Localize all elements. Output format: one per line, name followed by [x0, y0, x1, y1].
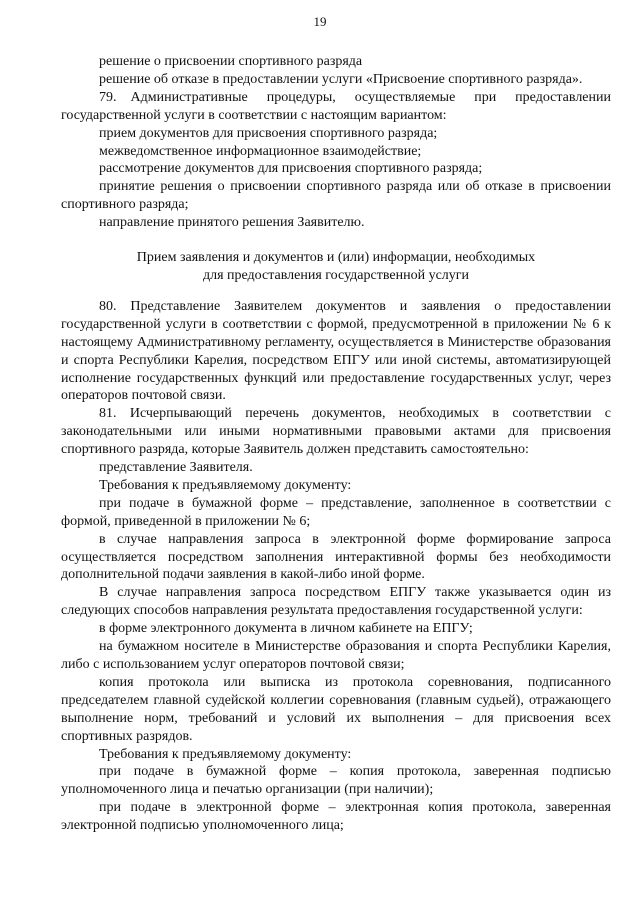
- section-heading-line: Прием заявления и документов и (или) информации, необходимых: [136, 250, 536, 266]
- paragraph: рассмотрение документов для присвоения спортивного разряда;: [99, 161, 483, 177]
- paragraph: принятие решения о присвоении спортивного разряда или об отказе в присвоении спортивного разряда;: [61, 179, 611, 213]
- paragraph: Требования к предъявляемому документу:: [99, 746, 352, 762]
- paragraph: при подаче в бумажной форме – представление, заполненное в соответствии с формой, приведенной в приложении № 6;: [61, 495, 611, 529]
- document-body: [61, 53, 611, 835]
- paragraph: 81. Исчерпывающий перечень документов, необходимых в соответствии с законодательными или иными нормативными правовыми актами для присвоения спортивного разряда, которые Заявитель должен представить самостоятельно:: [61, 406, 611, 458]
- paragraph: решение об отказе в предоставлении услуги «Присвоение спортивного разряда».: [99, 71, 583, 87]
- paragraph: 79. Административные процедуры, осуществляемые при предоставлении государственной услуги в соответствии с настоящим вариантом:: [61, 89, 611, 123]
- paragraph: межведомственное информационное взаимодействие;: [99, 143, 422, 159]
- page-number: 19: [313, 14, 327, 29]
- paragraph: при подаче в бумажной форме – копия протокола, заверенная подписью уполномоченного лица и печатью организации (при наличии);: [61, 764, 611, 798]
- paragraph: в случае направления запроса в электронной форме формирование запроса осуществляется посредством заполнения интерактивной формы без необходимости дополнительной подачи заявления в какой-либо иной форме.: [61, 531, 611, 583]
- paragraph: на бумажном носителе в Министерстве образования и спорта Республики Карелия, либо с использованием услуг операторов почтовой связи;: [61, 639, 611, 672]
- paragraph: при подаче в электронной форме – электронная копия протокола, заверенная электронной подписью уполномоченного лица;: [61, 800, 611, 834]
- section-heading-line: для предоставления государственной услуги: [202, 267, 470, 283]
- paragraph: 80. Представление Заявителем документов и заявления о предоставлении государственной услуги в соответствии с формой, предусмотренной в приложении № 6 к настоящему Административному регламенту, осуществляется в Министерстве образования и спорта Республики Карелия, посредством ЕПГУ или иной системы, автоматизирующей исполнение государственных функций или предоставление государственных услуг, через операторов почтовой связи.: [61, 298, 611, 404]
- paragraph: прием документов для присвоения спортивного разряда;: [99, 125, 438, 141]
- paragraph: в форме электронного документа в личном кабинете на ЕПГУ;: [99, 621, 473, 637]
- paragraph: решение о присвоении спортивного разряда: [99, 54, 363, 69]
- paragraph: Требования к предъявляемому документу:: [99, 477, 352, 493]
- paragraph: копия протокола или выписка из протокола соревнования, подписанного председателем главной судейской коллегии соревнования (главным судьей), отражающего выполнение норм, требований и условий их выполнения – для присвоения всех спортивных разрядов.: [61, 674, 611, 744]
- paragraph: В случае направления запроса посредством ЕПГУ также указывается один из следующих способов направления результата предоставления государственной услуги:: [61, 585, 611, 619]
- paragraph: представление Заявителя.: [99, 460, 253, 476]
- paragraph: направление принятого решения Заявителю.: [99, 215, 365, 231]
- section-heading: [61, 249, 611, 285]
